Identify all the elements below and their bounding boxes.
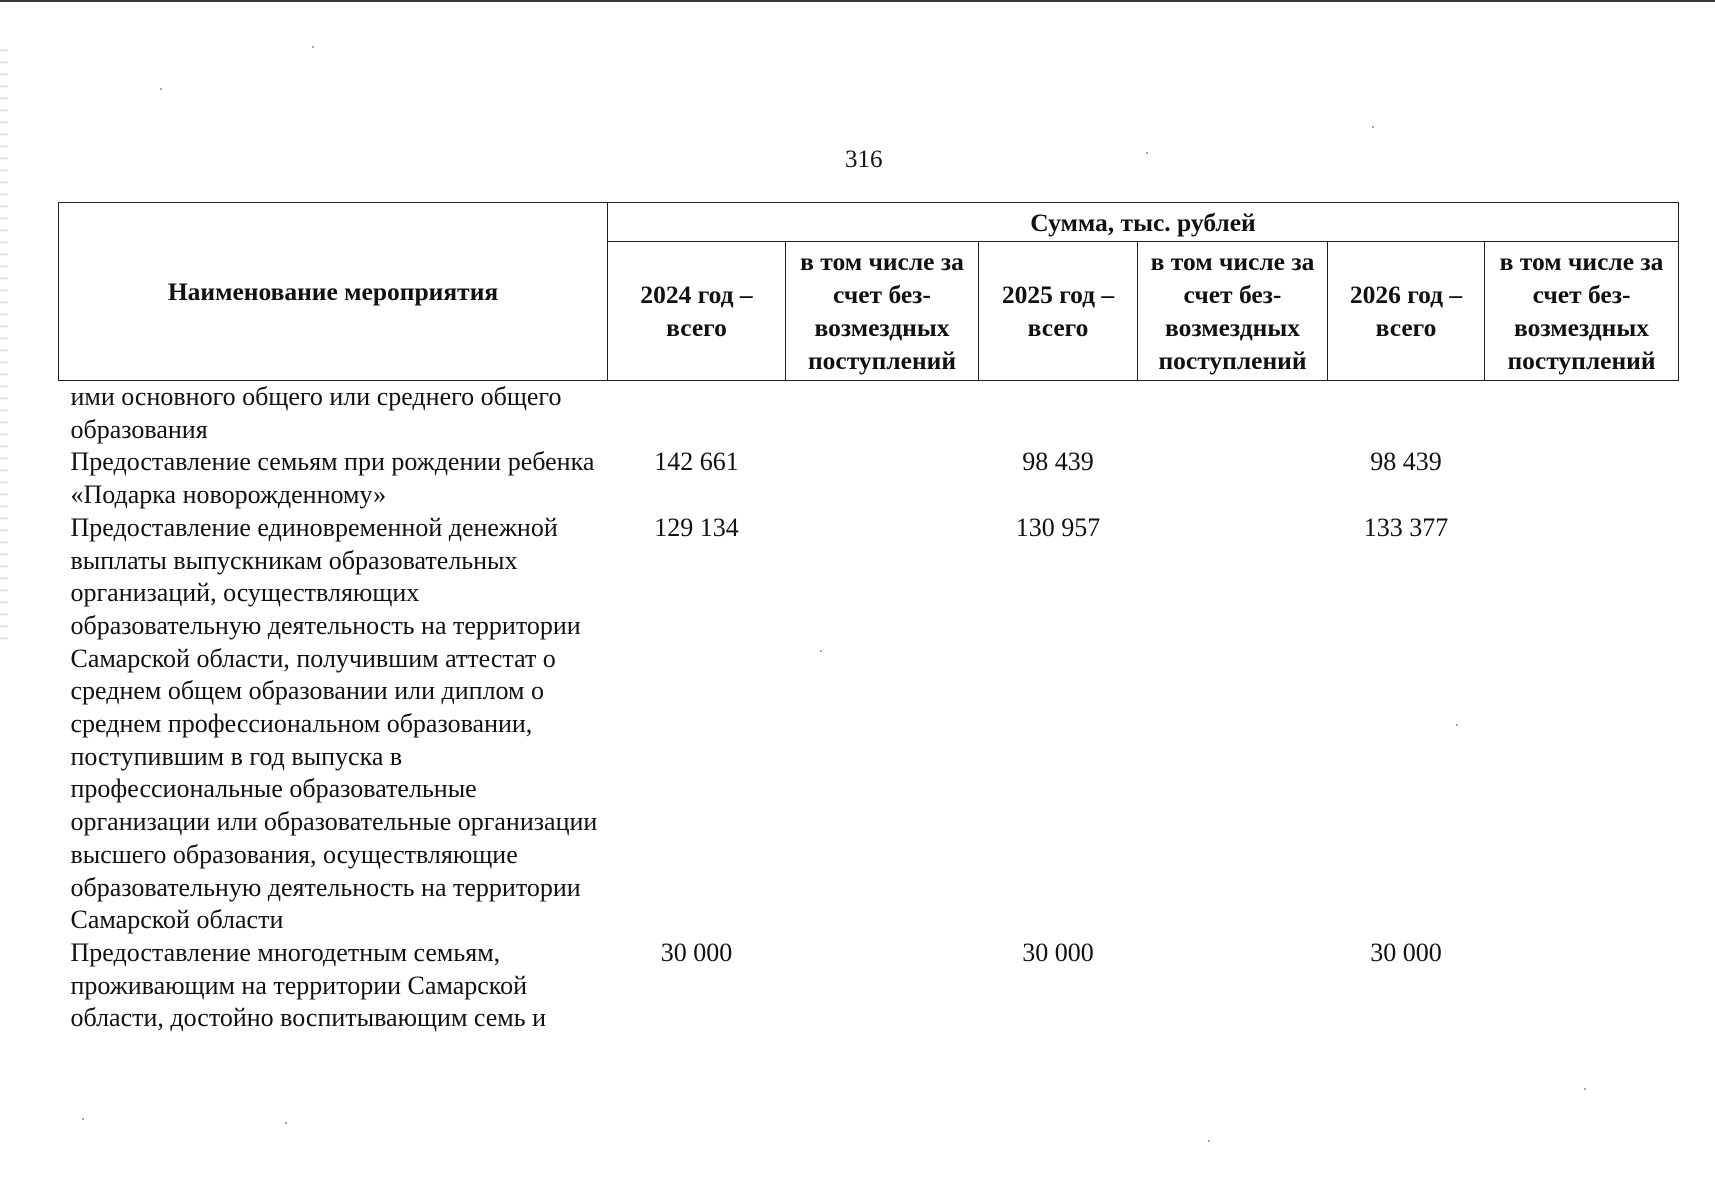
header-2024-grants (786, 242, 979, 381)
table-row (59, 937, 1679, 1035)
table-header (59, 203, 1679, 381)
activity-name: Предоставление семьям при рождении ребенка «Подарка новорожденному» (70, 447, 595, 510)
header-2024-total (608, 242, 786, 381)
activity-name: Предоставление многодетным семьям, проживающим на территории Самарской области, достойно воспитывающим семь и (70, 937, 547, 1033)
table-row (59, 381, 1679, 447)
table-row (59, 512, 1679, 937)
value-2026-total: 133 377 (1363, 512, 1449, 542)
scan-speck (1456, 724, 1458, 726)
value-2025-grants (1138, 937, 1328, 1035)
scan-speck (82, 1118, 84, 1120)
scan-speck (285, 1122, 287, 1124)
value-2024-grants (786, 381, 979, 447)
header-sum-group: Сумма, тыс. рублей (608, 203, 1679, 242)
header-2025-total-label: 2025 год – всего (1001, 280, 1115, 342)
value-2026-grants (1485, 512, 1679, 937)
header-2026-total-label: 2026 год – всего (1349, 280, 1463, 342)
page-top-rule (0, 0, 1715, 2)
value-2024-total: 129 134 (654, 512, 739, 542)
header-activity-name: Наименование мероприятия (59, 203, 608, 381)
page-number: 316 (845, 146, 883, 173)
value-2024-total: 30 000 (660, 937, 733, 967)
value-2024-grants (786, 446, 979, 511)
value-2024-total: 142 661 (654, 447, 739, 477)
value-2026-total (1328, 381, 1485, 447)
value-2026-total: 30 000 (1370, 937, 1442, 967)
scan-speck (1584, 1088, 1586, 1090)
header-2026-grants-label: в том числе за счет без-возмездных поступлений (1499, 247, 1664, 375)
scan-speck (312, 46, 314, 48)
scan-left-edge (0, 40, 8, 640)
value-2025-total: 98 439 (1022, 447, 1094, 477)
value-2025-grants (1138, 512, 1328, 937)
value-2024-grants (786, 937, 979, 1035)
activity-name: ими основного общего или среднего общего образования (70, 382, 562, 444)
value-2026-grants (1485, 381, 1679, 447)
header-2025-grants-label: в том числе за счет без-возмездных поступлений (1150, 247, 1315, 375)
table-row (59, 446, 1679, 511)
scan-speck (820, 650, 822, 652)
value-2026-grants (1485, 446, 1679, 511)
value-2025-grants (1138, 381, 1328, 447)
scan-speck (1372, 126, 1374, 128)
header-2024-total-label: 2024 год – всего (640, 280, 753, 342)
scan-speck (160, 88, 162, 90)
value-2026-total: 98 439 (1370, 447, 1442, 477)
scan-speck (1146, 152, 1148, 154)
activity-name: Предоставление единовременной денежной выплаты выпускникам образовательных организаций, осуществляющих образовательную деятельность на территории Самарской области, получившим аттестат о среднем общем образовании или диплом о среднем профессиональном образовании, поступившим в год выпуска в профессиональные образовательные организации или образовательные организации высшего образования, осуществляющие образовательную деятельность на территории Самарской области (70, 512, 598, 935)
value-2024-total (608, 381, 786, 447)
header-2025-grants (1138, 242, 1328, 381)
value-2025-total: 130 957 (1015, 512, 1101, 542)
header-2025-total (979, 242, 1138, 381)
budget-table (58, 202, 1679, 1035)
header-2024-grants-label: в том числе за счет без-возмездных поступлений (800, 247, 964, 375)
header-2026-grants (1485, 242, 1679, 381)
value-2026-grants (1485, 937, 1679, 1035)
value-2024-grants (786, 512, 979, 937)
value-2025-total: 30 000 (1022, 937, 1094, 967)
value-2025-total (979, 381, 1138, 447)
header-2026-total (1328, 242, 1485, 381)
scan-speck (1208, 1140, 1210, 1142)
value-2025-grants (1138, 446, 1328, 511)
table-body (59, 381, 1679, 1036)
